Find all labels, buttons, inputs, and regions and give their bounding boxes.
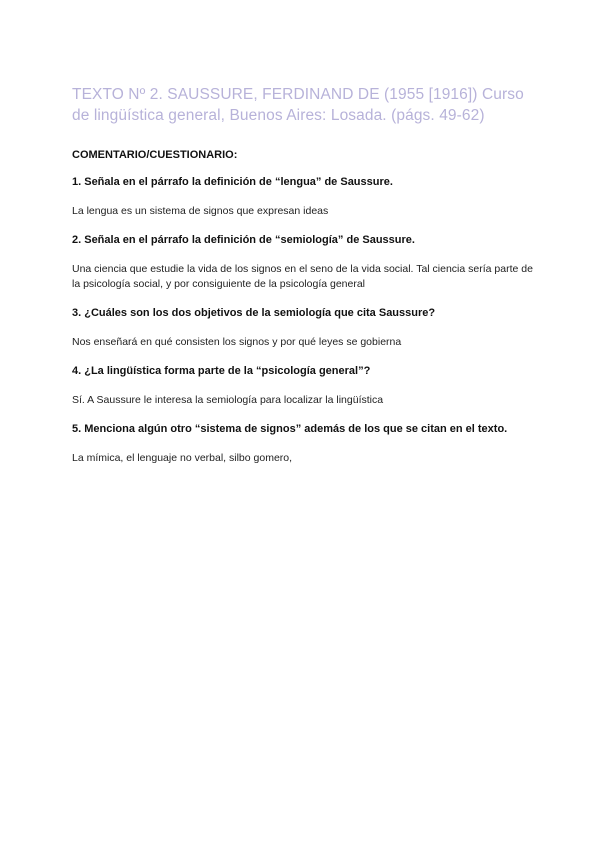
qa-item-4 bbox=[72, 364, 542, 408]
document-title: TEXTO Nº 2. SAUSSURE, FERDINAND DE (1955 [1916]) Curso de lingüística general, Buenos Aires: Losada. (págs. 49-62) bbox=[72, 86, 524, 124]
answer-5: La mímica, el lenguaje no verbal, silbo gomero, bbox=[72, 452, 293, 464]
answer-2: Una ciencia que estudie la vida de los signos en el seno de la vida social. Tal ciencia sería parte de la psicología social, y por consiguiente de la psicología general bbox=[72, 263, 533, 290]
section-heading: COMENTARIO/CUESTIONARIO: bbox=[72, 149, 238, 161]
question-1: 1. Señala en el párrafo la definición de “lengua” de Saussure. bbox=[72, 176, 393, 188]
qa-item-3 bbox=[72, 306, 542, 350]
question-5: 5. Menciona algún otro “sistema de signos” además de los que se citan en el texto. bbox=[72, 423, 508, 435]
qa-item-1 bbox=[72, 175, 542, 219]
question-2: 2. Señala en el párrafo la definición de “semiología” de Saussure. bbox=[72, 234, 415, 246]
answer-4: Sí. A Saussure le interesa la semiología para localizar la lingüística bbox=[72, 394, 384, 406]
qa-item-5 bbox=[72, 422, 542, 466]
qa-item-2 bbox=[72, 233, 542, 292]
answer-1: La lengua es un sistema de signos que expresan ideas bbox=[72, 205, 329, 217]
question-3: 3. ¿Cuáles son los dos objetivos de la semiología que cita Saussure? bbox=[72, 307, 436, 319]
answer-3: Nos enseñará en qué consisten los signos y por qué leyes se gobierna bbox=[72, 336, 402, 348]
document-page bbox=[72, 84, 542, 480]
question-4: 4. ¿La lingüística forma parte de la “psicología general”? bbox=[72, 365, 371, 377]
